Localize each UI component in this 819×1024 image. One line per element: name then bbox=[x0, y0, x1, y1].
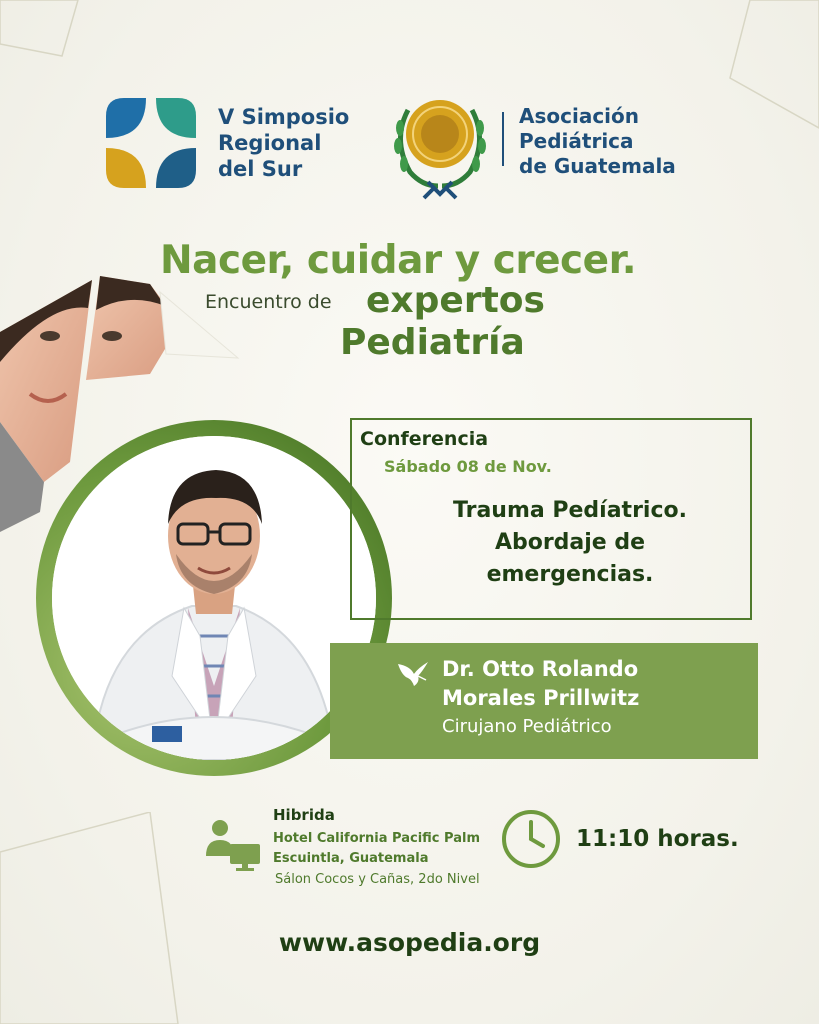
association-seal-icon bbox=[388, 90, 492, 200]
headline-title: Nacer, cuidar y crecer. bbox=[160, 238, 637, 283]
corner-decoration-top-right bbox=[710, 0, 819, 140]
symposium-line-3: del Sur bbox=[218, 157, 303, 181]
symposium-logo-icon bbox=[106, 98, 196, 188]
speaker-photo bbox=[52, 436, 376, 760]
website-link[interactable]: www.asopedia.org bbox=[278, 928, 541, 957]
association-title bbox=[519, 104, 719, 179]
headline-subtitle-big: expertos bbox=[366, 280, 545, 321]
speaker-role: Cirujano Pediátrico bbox=[442, 716, 612, 737]
talk-line-3: emergencias. bbox=[486, 562, 654, 587]
conference-label: Conferencia bbox=[360, 428, 489, 450]
talk-title bbox=[420, 495, 720, 591]
symposium-line-1: V Simposio bbox=[218, 105, 350, 129]
venue-line-1: Hotel California Pacific Palm bbox=[273, 831, 480, 846]
symposium-title bbox=[218, 104, 378, 182]
speaker-name-line-2: Morales Prillwitz bbox=[442, 686, 640, 710]
association-line-3: de Guatemala bbox=[519, 154, 676, 178]
headline-subtitle-small: Encuentro de bbox=[205, 291, 332, 313]
venue-line-3: Sálon Cocos y Cañas, 2do Nivel bbox=[275, 872, 480, 887]
corner-decoration-bottom-left bbox=[0, 812, 190, 1024]
hybrid-people-icon bbox=[204, 818, 262, 872]
speaker-illustration bbox=[52, 436, 376, 760]
conference-date: Sábado 08 de Nov. bbox=[384, 457, 552, 476]
hummingbird-icon bbox=[396, 658, 430, 688]
header-divider bbox=[502, 112, 504, 166]
talk-line-1: Trauma Pedíatrico. bbox=[453, 498, 687, 523]
association-line-1: Asociación bbox=[519, 104, 640, 128]
event-time: 11:10 horas. bbox=[576, 826, 739, 852]
speaker-name bbox=[442, 655, 742, 713]
headline-subtitle-pediatria: Pediatría bbox=[340, 322, 525, 363]
event-mode: Hibrida bbox=[273, 806, 335, 824]
speaker-name-line-1: Dr. Otto Rolando bbox=[442, 657, 639, 681]
association-line-2: Pediátrica bbox=[519, 129, 634, 153]
venue-line-2: Escuintla, Guatemala bbox=[273, 851, 429, 866]
clock-icon bbox=[500, 808, 562, 870]
corner-decoration-top-left bbox=[0, 0, 90, 70]
symposium-line-2: Regional bbox=[218, 131, 322, 155]
talk-line-2: Abordaje de bbox=[494, 530, 646, 555]
